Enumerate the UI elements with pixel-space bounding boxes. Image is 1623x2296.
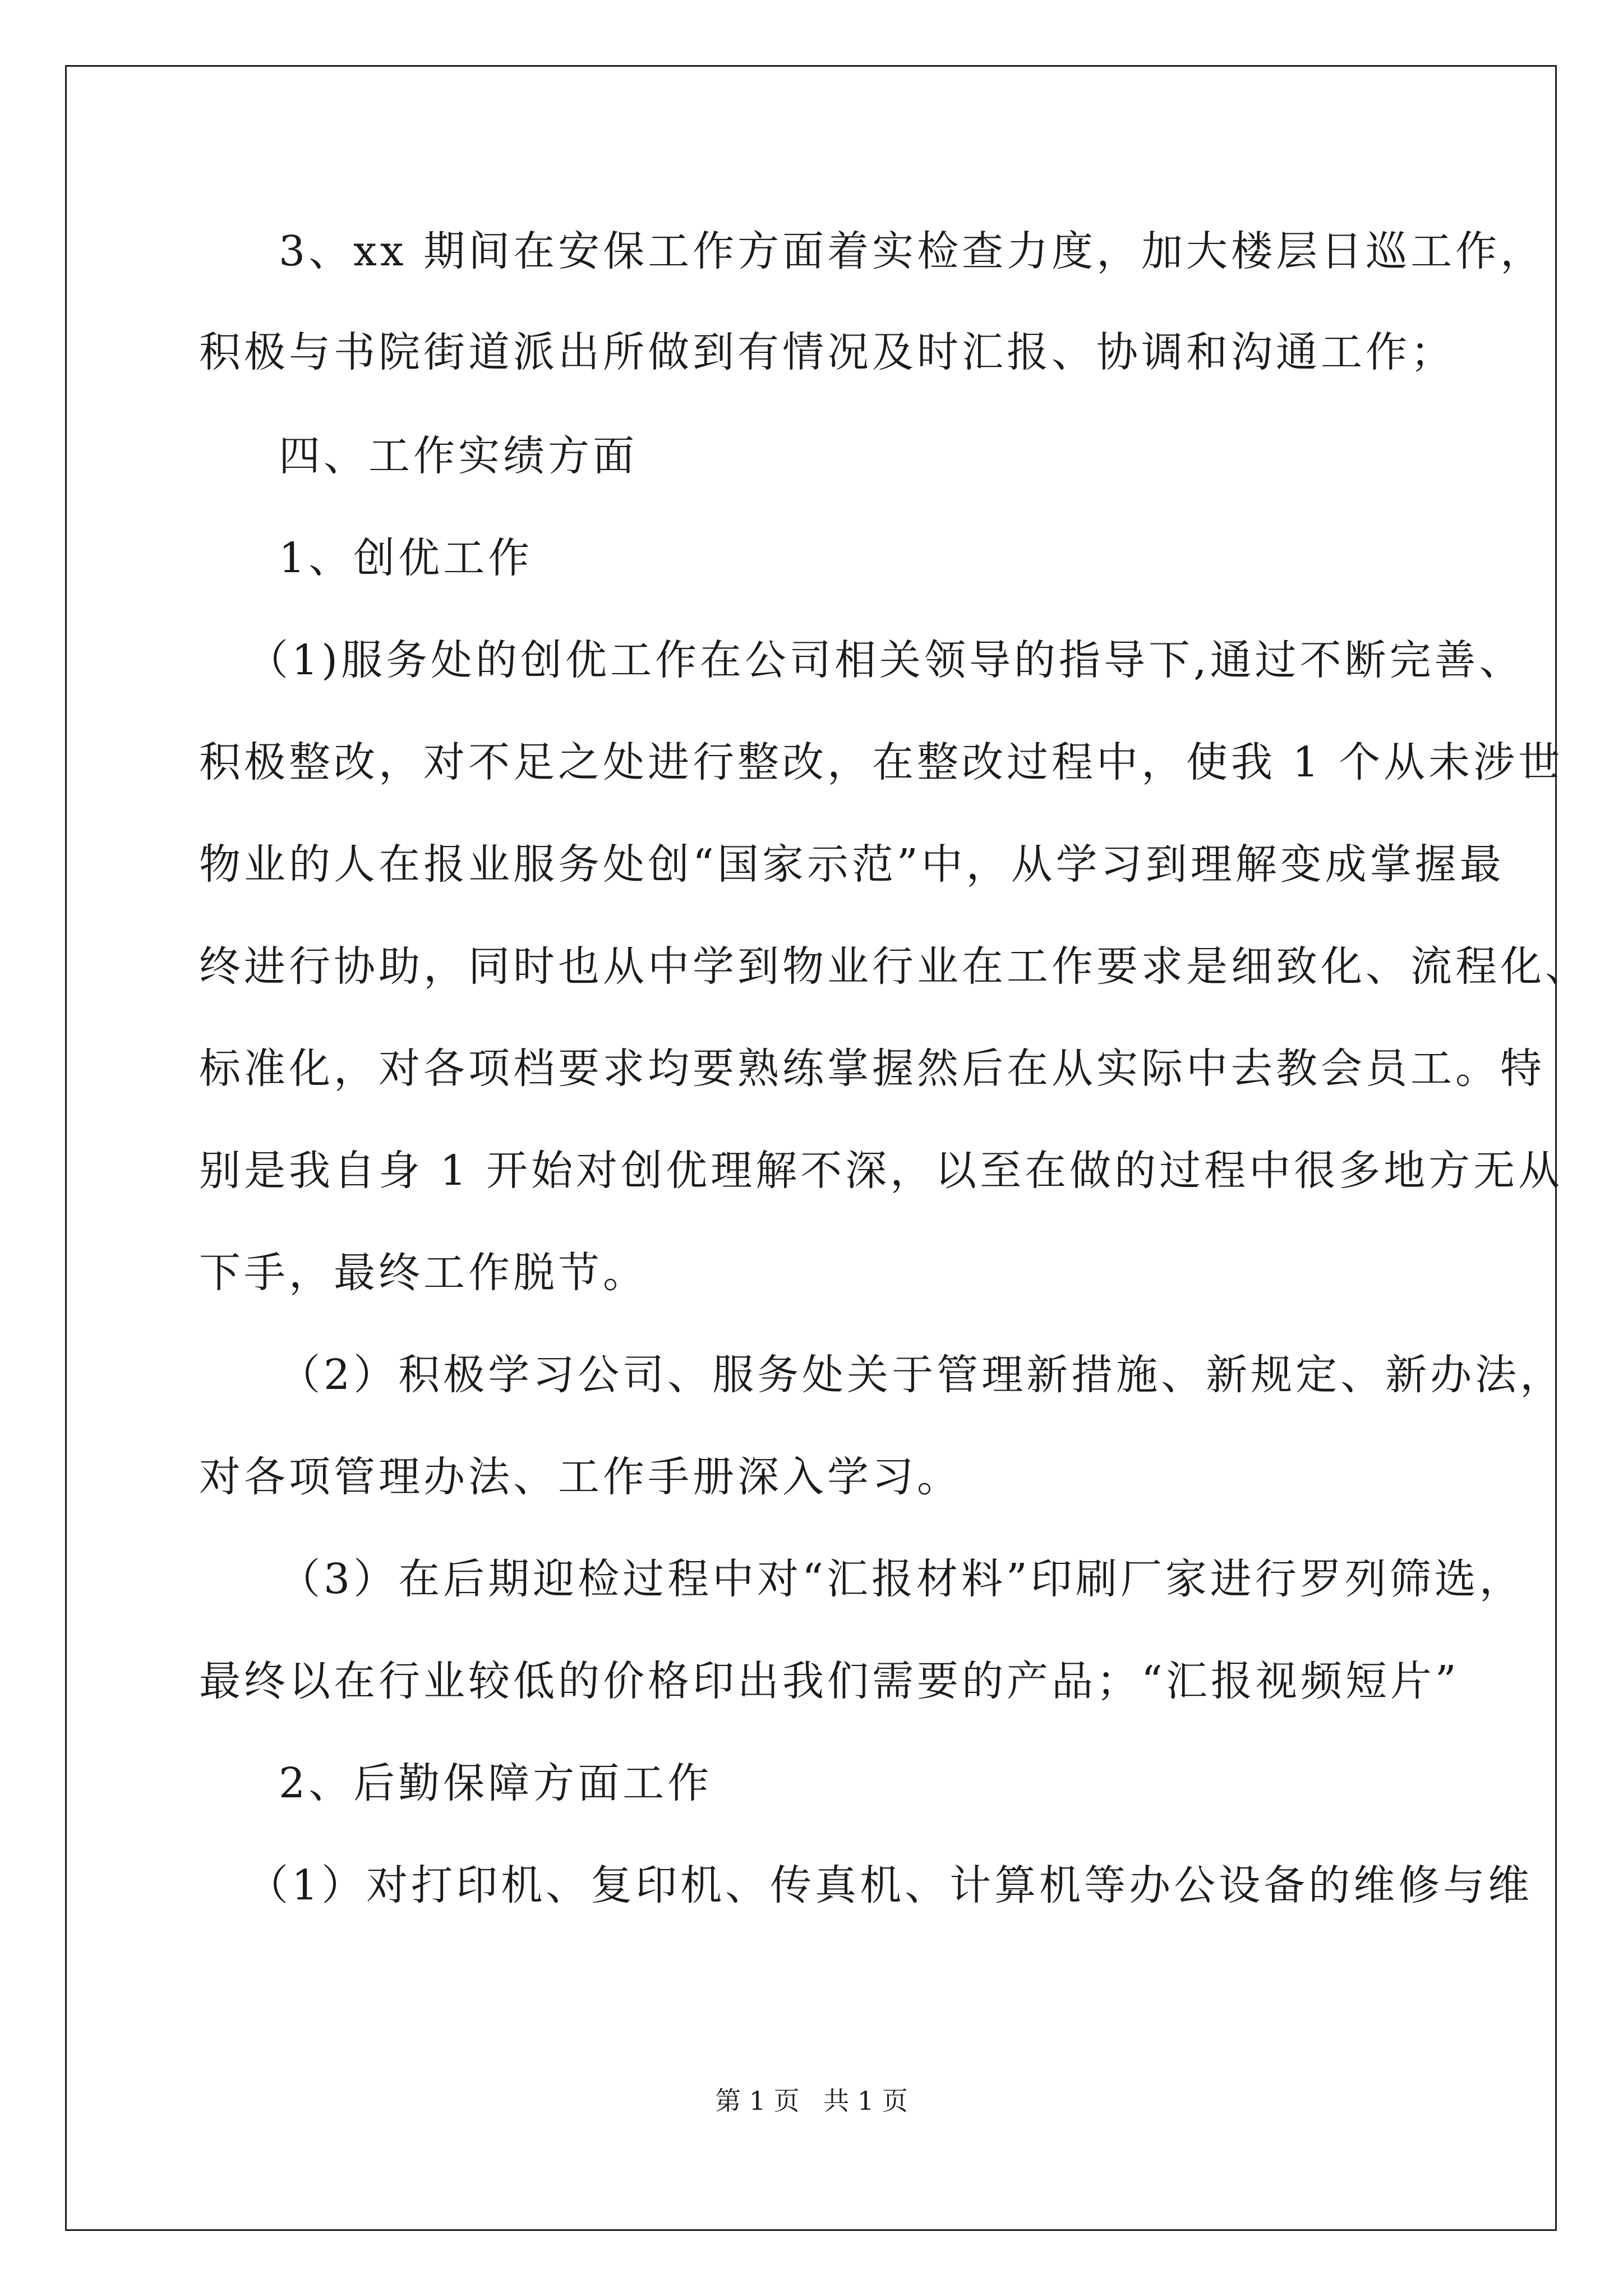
subsection-heading: 2、后勤保障方面工作: [279, 1759, 713, 1807]
page-footer: [0, 2084, 1623, 2118]
text-line: （1)服务处的创优工作在公司相关领导的指导下,通过不断完善、: [247, 636, 1524, 684]
text-line: 3、xx 期间在安保工作方面着实检查力度，加大楼层日巡工作，: [279, 227, 1546, 275]
text-line: 最终以在行业较低的价格印出我们需要的产品；“汇报视频短片”: [199, 1657, 1460, 1705]
page-number: 第 1 页: [715, 2086, 800, 2116]
subsection-heading: 1、创优工作: [279, 534, 533, 582]
text-line: （3）在后期迎检过程中对“汇报材料”印刷厂家进行罗列筛选，: [279, 1555, 1524, 1603]
text-line: 标准化，对各项档要求均要熟练掌握然后在从实际中去教会员工。特: [199, 1045, 1545, 1093]
text-line: 物业的人在报业服务处创“国家示范”中，从学习到理解变成掌握最: [199, 840, 1505, 889]
text-line: 下手，最终工作脱节。: [199, 1249, 648, 1297]
text-line: 积极整改，对不足之处进行整改，在整改过程中，使我 1 个从未涉世: [199, 738, 1564, 786]
text-line: 终进行协助，同时也从中学到物业行业在工作要求是细致化、流程化、: [199, 942, 1590, 991]
page-total: 共 1 页: [823, 2086, 908, 2116]
section-heading: 四、工作实绩方面: [279, 432, 638, 480]
text-line: 别是我自身 1 开始对创优理解不深，以至在做的过程中很多地方无从: [199, 1147, 1564, 1195]
text-line: 积极与书院街道派出所做到有情况及时汇报、协调和沟通工作；: [199, 328, 1455, 376]
text-line: （1）对打印机、复印机、传真机、计算机等办公设备的维修与维: [247, 1861, 1533, 1910]
text-line: （2）积极学习公司、服务处关于管理新措施、新规定、新办法，: [279, 1351, 1565, 1399]
text-line: 对各项管理办法、工作手册深入学习。: [199, 1453, 962, 1501]
